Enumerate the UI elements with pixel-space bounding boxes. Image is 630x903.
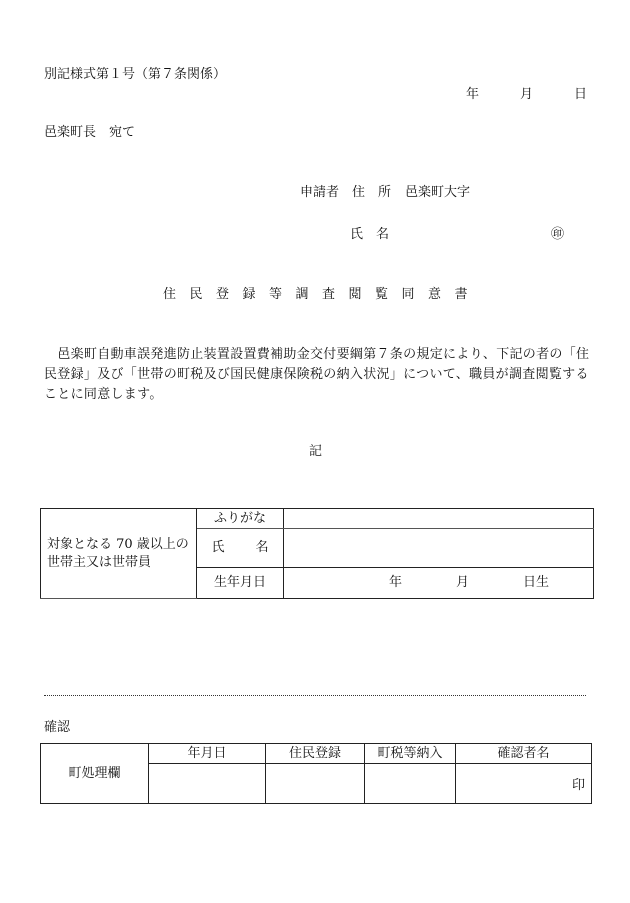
tax-payment-cell <box>365 764 456 804</box>
name-field <box>284 529 594 568</box>
consent-line-2: 民登録」及び「世帯の町税及び国民健康保険税の納入状況」について、職員が調査閲覧する <box>44 367 589 382</box>
consent-paragraph <box>44 345 594 405</box>
date-cell <box>149 764 266 804</box>
resident-registration-cell <box>266 764 365 804</box>
ki-label: 記 <box>309 444 323 459</box>
document-title: 住民登録等調査閲覧同意書 <box>163 287 482 302</box>
birthdate-field <box>284 568 594 599</box>
birthdate-month-unit: 月 <box>456 575 470 590</box>
addressee: 邑楽町長 宛て <box>44 125 136 140</box>
column-header-tax-payment: 町税等納入 <box>365 744 456 764</box>
column-header-confirmer-name: 確認者名 <box>456 744 592 764</box>
date-month-label: 月 <box>520 87 534 102</box>
confirmation-heading: 確認 <box>44 720 71 735</box>
consent-line-1: 邑楽町自動車誤発進防止装置設置費補助金交付要綱第７条の規定により、下記の者の「住 <box>44 347 590 362</box>
date-year-label: 年 <box>466 87 480 102</box>
name-label-cell <box>197 529 284 568</box>
birthdate-day-unit: 日生 <box>523 575 550 590</box>
consent-line-3: ことに同意します。 <box>44 387 163 402</box>
applicant-name-label: 氏 名 <box>350 227 390 242</box>
seal-mark-icon: ㊞ <box>551 227 565 242</box>
target-person-table <box>40 508 594 599</box>
date-day-label: 日 <box>574 87 588 102</box>
subject-label-cell <box>41 509 197 599</box>
cut-line-divider <box>44 695 586 696</box>
confirmer-seal-mark: 印 <box>571 777 585 793</box>
office-processing-table <box>40 743 592 804</box>
birthdate-label: 生年月日 <box>197 568 284 599</box>
column-header-date: 年月日 <box>149 744 266 764</box>
form-number: 別記様式第１号（第７条関係） <box>44 67 227 82</box>
confirmer-name-cell <box>456 764 592 804</box>
furigana-label: ふりがな <box>197 509 284 529</box>
column-header-resident-registration: 住民登録 <box>266 744 365 764</box>
birthdate-year-unit: 年 <box>389 575 403 590</box>
subject-label-line-2: 世帯主又は世帯員 <box>47 554 152 570</box>
applicant-label: 申請者 <box>300 185 340 200</box>
name-label: 氏 名 <box>211 540 278 555</box>
furigana-field <box>284 509 594 529</box>
subject-label-line-1: 対象となる 70 歳以上の <box>47 536 189 552</box>
applicant-address-value: 邑楽町大字 <box>405 185 471 200</box>
office-processing-label: 町処理欄 <box>41 744 149 804</box>
applicant-address-label: 住 所 <box>352 185 392 200</box>
